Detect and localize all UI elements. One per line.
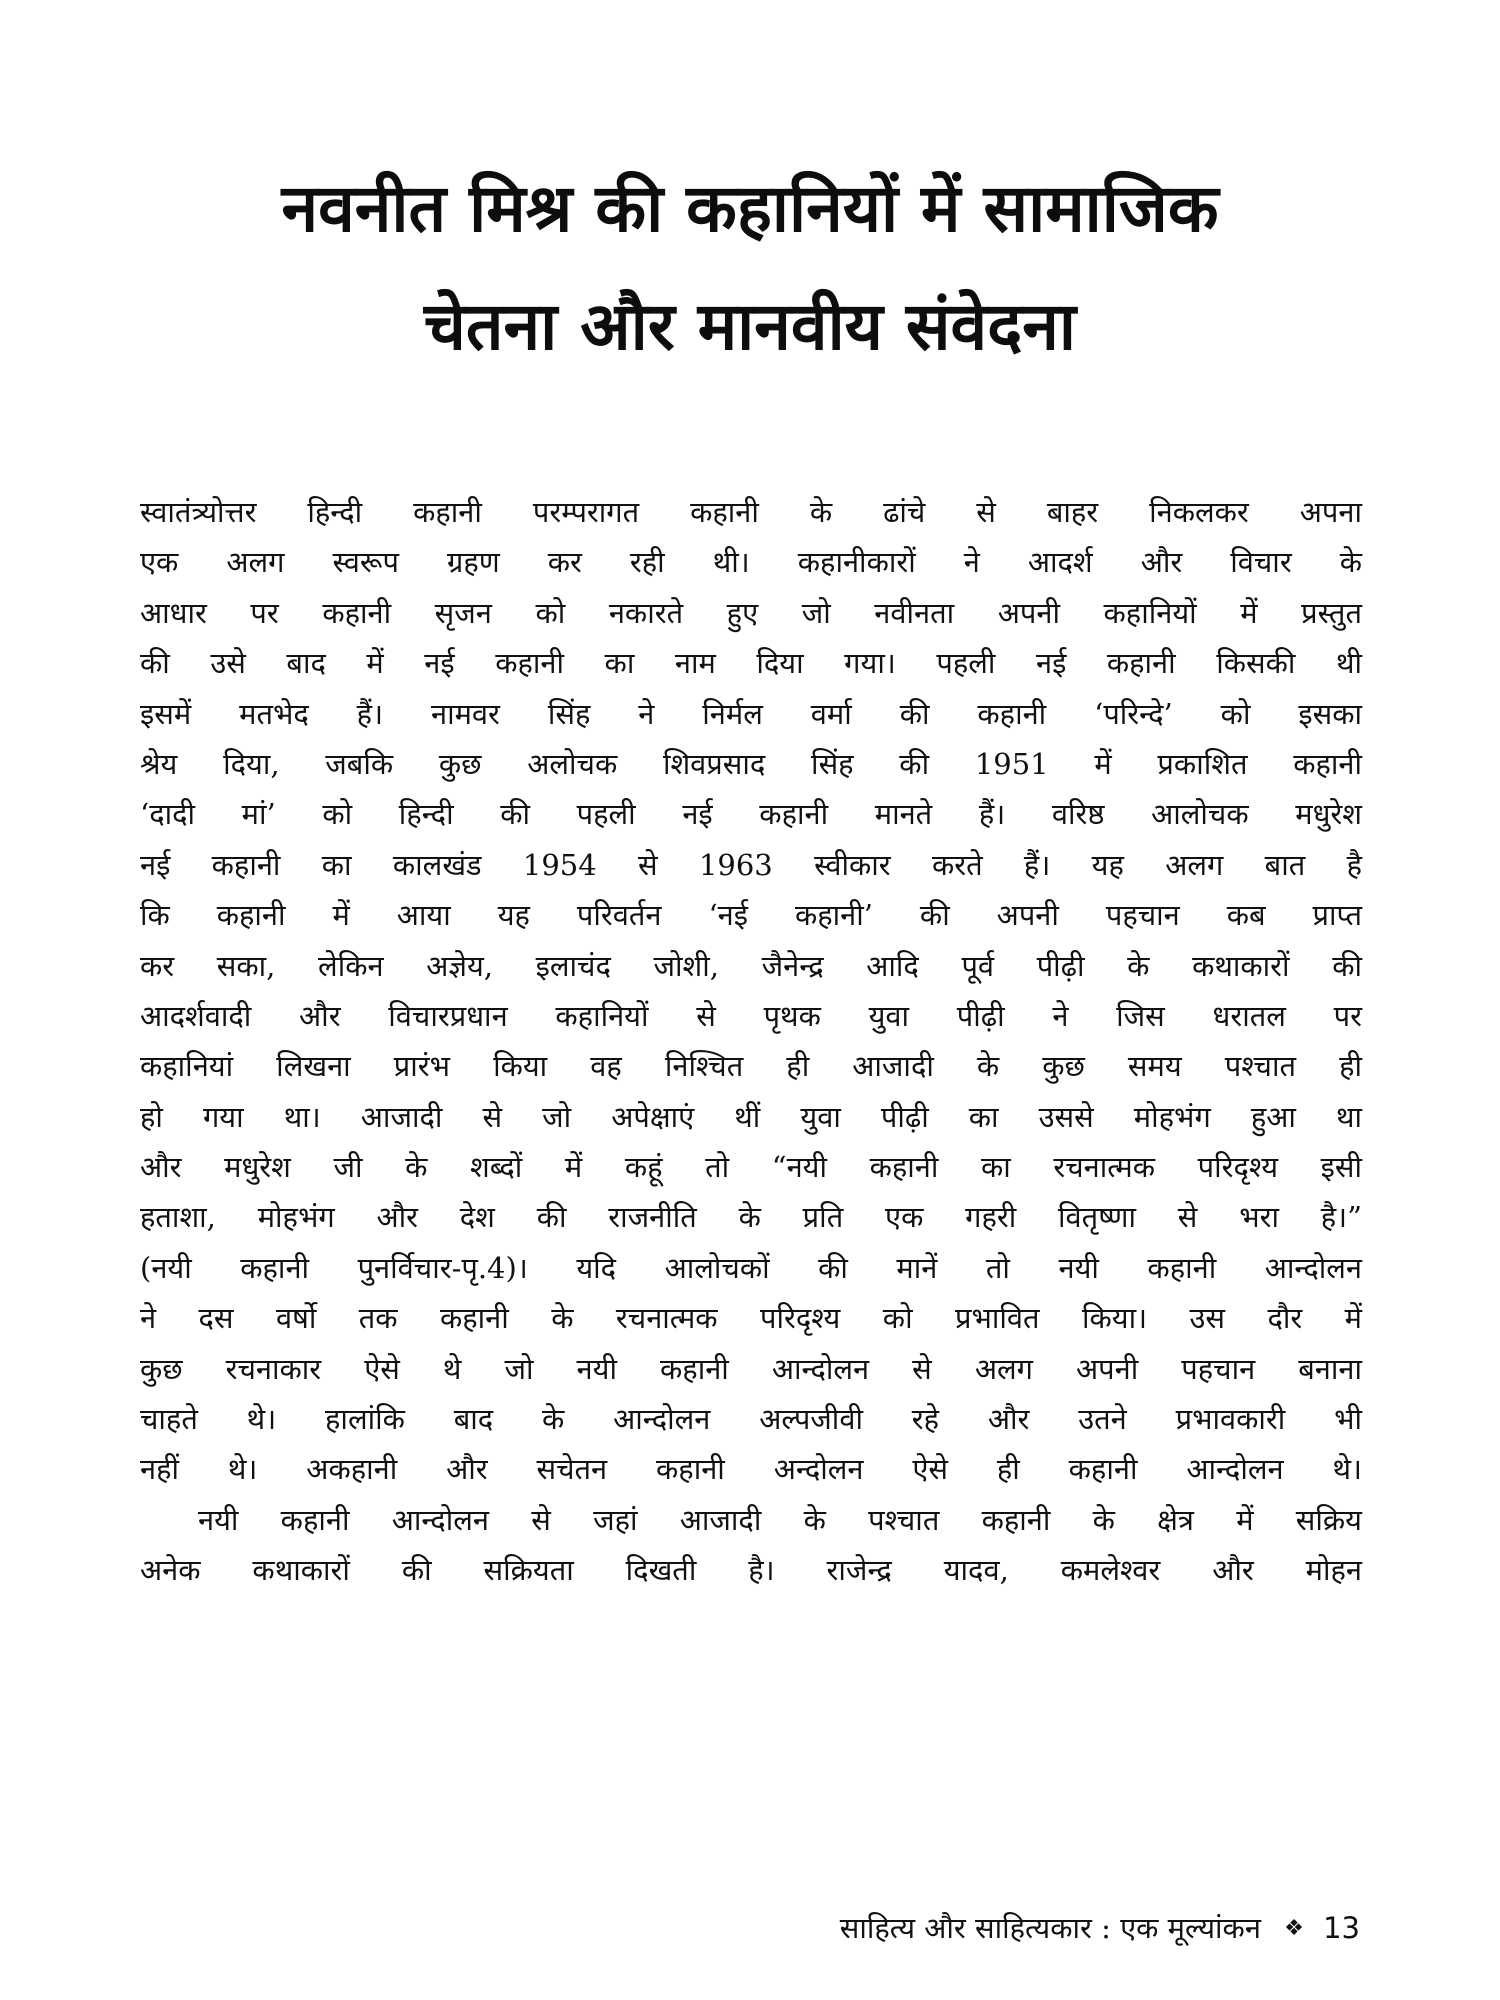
text-line: की उसे बाद में नई कहानी का नाम दिया गया। पहली नई कहानी किसकी थी [140, 646, 1362, 681]
text-line: एक अलग स्वरूप ग्रहण कर रही थी। कहानीकारों ने आदर्श और विचार के [140, 545, 1362, 580]
chapter-title-line-1: नवनीत मिश्र की कहानियों में सामाजिक [281, 170, 1219, 247]
page-number: 13 [1323, 1911, 1360, 1945]
diamond-ornament-icon: ❖ [1284, 1916, 1304, 1941]
chapter-title-line-2: चेतना और मानवीय संवेदना [423, 288, 1077, 365]
text-line: चाहते थे। हालांकि बाद के आन्दोलन अल्पजीवी रहे और उतने प्रभावकारी भी [140, 1402, 1362, 1437]
text-line: श्रेय दिया, जबकि कुछ अलोचक शिवप्रसाद सिंह की 1951 में प्रकाशित कहानी [140, 746, 1362, 781]
text-line: कि कहानी में आया यह परिवर्तन ‘नई कहानी’ की अपनी पहचान कब प्राप्त [140, 898, 1362, 933]
text-line: (नयी कहानी पुनर्विचार-पृ.4)। यदि आलोचकों की मानें तो नयी कहानी आन्दोलन [140, 1250, 1362, 1285]
text-line: कहानियां लिखना प्रारंभ किया वह निश्चित ही आजादी के कुछ समय पश्चात ही [140, 1049, 1362, 1084]
text-line: कुछ रचनाकार ऐसे थे जो नयी कहानी आन्दोलन से अलग अपनी पहचान बनाना [140, 1351, 1362, 1386]
text-line: हो गया था। आजादी से जो अपेक्षाएं थीं युवा पीढ़ी का उससे मोहभंग हुआ था [140, 1099, 1362, 1134]
body-text [140, 487, 1362, 1596]
paragraph-start-line: नयी कहानी आन्दोलन से जहां आजादी के पश्चात कहानी के क्षेत्र में सक्रिय [198, 1502, 1362, 1537]
text-line: ने दस वर्षो तक कहानी के रचनात्मक परिदृश्य को प्रभावित किया। उस दौर में [140, 1301, 1362, 1336]
text-line: इसमें मतभेद हैं। नामवर सिंह ने निर्मल वर्मा की कहानी ‘परिन्दे’ को इसका [140, 696, 1362, 731]
running-book-title: साहित्य और साहित्यकार : एक मूल्यांकन [839, 1911, 1261, 1945]
text-line: नई कहानी का कालखंड 1954 से 1963 स्वीकार करते हैं। यह अलग बात है [140, 847, 1362, 882]
text-line: और मधुरेश जी के शब्दों में कहूं तो “नयी कहानी का रचनात्मक परिदृश्य इसी [140, 1150, 1362, 1185]
chapter-title [140, 150, 1360, 386]
text-line: अनेक कथाकारों की सक्रियता दिखती है। राजेन्द्र यादव, कमलेश्वर और मोहन [140, 1553, 1362, 1588]
text-line: आधार पर कहानी सृजन को नकारते हुए जो नवीनता अपनी कहानियों में प्रस्तुत [140, 595, 1362, 630]
text-line: आदर्शवादी और विचारप्रधान कहानियों से पृथक युवा पीढ़ी ने जिस धरातल पर [140, 998, 1362, 1033]
text-line: कर सका, लेकिन अज्ञेय, इलाचंद जोशी, जैनेन्द्र आदि पूर्व पीढ़ी के कथाकारों की [140, 948, 1362, 983]
paragraph-end-line: नहीं थे। अकहानी और सचेतन कहानी अन्दोलन ऐसे ही कहानी आन्दोलन थे। [140, 1452, 1362, 1487]
page-footer [840, 1908, 1360, 1949]
text-line: हताशा, मोहभंग और देश की राजनीति के प्रति एक गहरी वितृष्णा से भरा है।” [140, 1200, 1362, 1235]
text-line: ‘दादी मां’ को हिन्दी की पहली नई कहानी मानते हैं। वरिष्ठ आलोचक मधुरेश [140, 797, 1362, 832]
text-line: स्वातंत्र्योत्तर हिन्दी कहानी परम्परागत कहानी के ढांचे से बाहर निकलकर अपना [140, 495, 1362, 529]
